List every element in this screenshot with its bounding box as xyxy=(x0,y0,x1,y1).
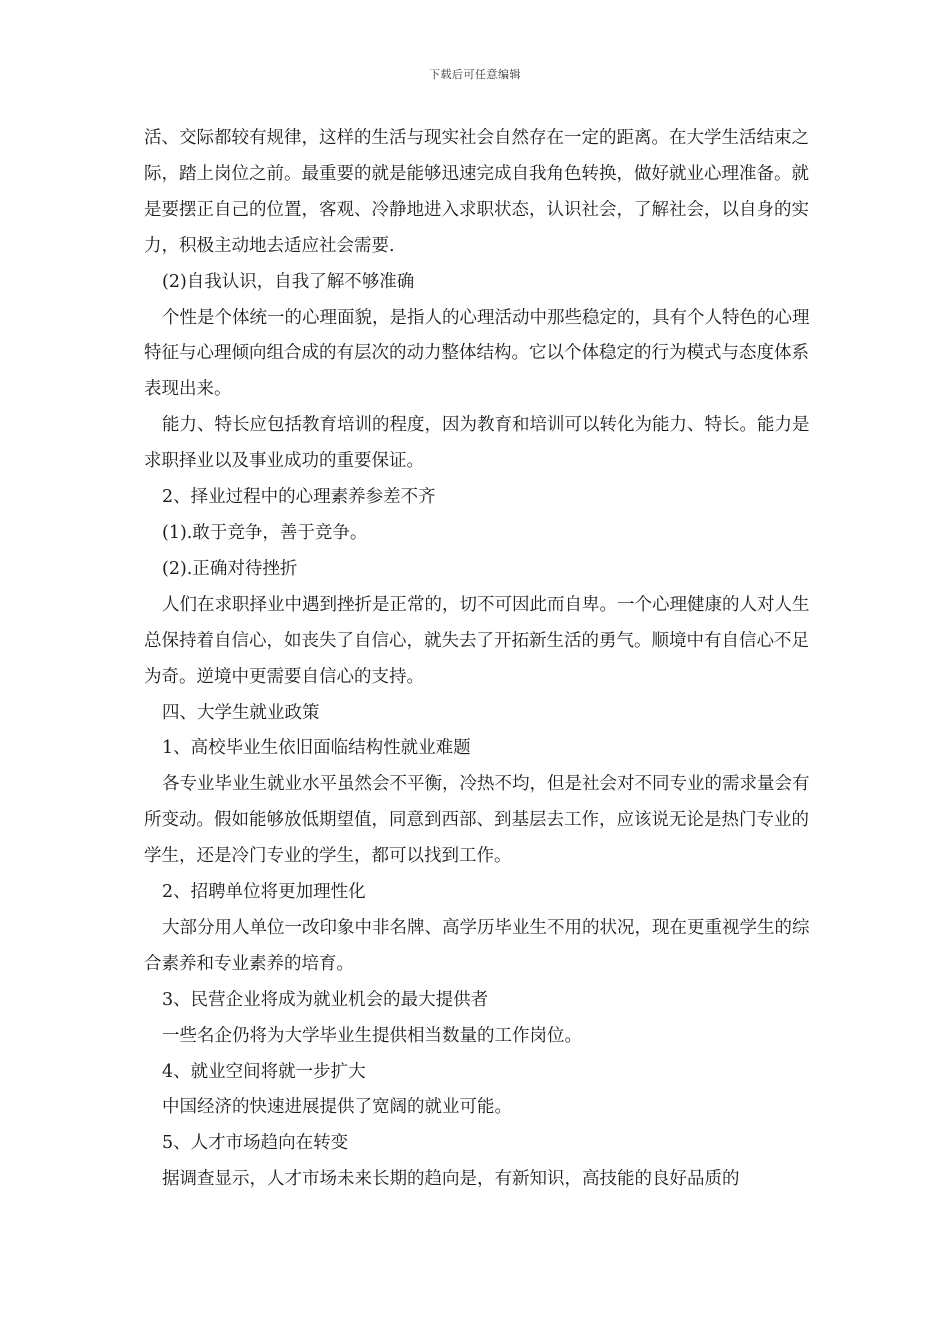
paragraph: 大部分用人单位一改印象中非名牌、高学历毕业生不用的状况，现在更重视学生的综合素养和专业素养的培育。 xyxy=(144,917,810,974)
document-body xyxy=(144,121,814,1198)
paragraph: 中国经济的快速进展提供了宽阔的就业可能。 xyxy=(162,1097,512,1118)
subheading: 3、民营企业将成为就业机会的最大提供者 xyxy=(162,989,489,1010)
subheading: 4、就业空间将就一步扩大 xyxy=(162,1061,366,1082)
paragraph-continuation: 活、交际都较有规律，这样的生活与现实社会自然存在一定的距离。在大学生活结束之际，踏上岗位之前。最重要的就是能够迅速完成自我角色转换，做好就业心理准备。就是要摆正自己的位置，客观、冷静地进入求职状态，认识社会，了解社会，以自身的实力，积极主动地去适应社会需要. xyxy=(144,128,809,256)
subheading: 2、招聘单位将更加理性化 xyxy=(162,882,366,903)
subheading: 5、人才市场趋向在转变 xyxy=(162,1133,349,1154)
subheading: (2)自我认识，自我了解不够准确 xyxy=(162,271,415,292)
paragraph: 人们在求职择业中遇到挫折是正常的，切不可因此而自卑。一个心理健康的人对人生总保持着自信心，如丧失了自信心，就失去了开拓新生活的勇气。顺境中有自信心不足为奇。逆境中更需要自信心的支持。 xyxy=(144,594,810,687)
subheading: 1、高校毕业生依旧面临结构性就业难题 xyxy=(162,738,471,759)
section-heading: 四、大学生就业政策 xyxy=(162,702,320,723)
paragraph: 个性是个体统一的心理面貌，是指人的心理活动中那些稳定的，具有个人特色的心理特征与心理倾向组合成的有层次的动力整体结构。它以个体稳定的行为模式与态度体系表现出来。 xyxy=(144,307,810,400)
paragraph: 一些名企仍将为大学毕业生提供相当数量的工作岗位。 xyxy=(162,1025,582,1046)
paragraph: 能力、特长应包括教育培训的程度，因为教育和培训可以转化为能力、特长。能力是求职择业以及事业成功的重要保证。 xyxy=(144,415,810,472)
paragraph: 各专业毕业生就业水平虽然会不平衡，冷热不均，但是社会对不同专业的需求量会有所变动。假如能够放低期望值，同意到西部、到基层去工作，应该说无论是热门专业的学生，还是冷门专业的学生，都可以找到工作。 xyxy=(144,774,810,867)
list-item: (1).敢于竞争，善于竞争。 xyxy=(162,522,368,543)
list-item: (2).正确对待挫折 xyxy=(162,558,298,579)
paragraph: 据调查显示，人才市场未来长期的趋向是，有新知识，高技能的良好品质的 xyxy=(162,1169,740,1190)
page-header: 下载后可任意编辑 xyxy=(429,68,521,81)
section-heading: 2、择业过程中的心理素养参差不齐 xyxy=(162,487,436,508)
